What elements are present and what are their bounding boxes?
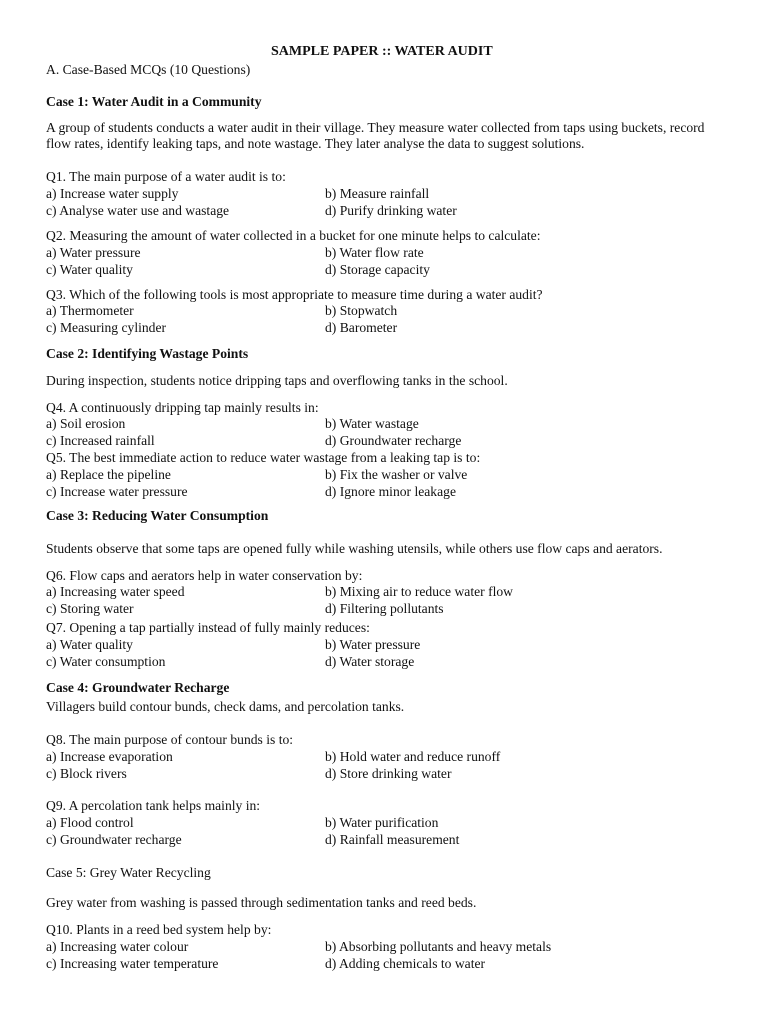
q5-option-d: d) Ignore minor leakage bbox=[325, 484, 456, 499]
q7-option-c: c) Water consumption bbox=[46, 654, 166, 669]
q10-option-b: b) Absorbing pollutants and heavy metals bbox=[325, 939, 552, 954]
q6-option-b: b) Mixing air to reduce water flow bbox=[325, 584, 513, 599]
case-4-text: Villagers build contour bunds, check dams, and percolation tanks. bbox=[46, 699, 405, 714]
case-1-text-line-2: flow rates, identify leaking taps, and note wastage. They later analyse the data to suggest solutions. bbox=[46, 136, 585, 151]
q9-option-c: c) Groundwater recharge bbox=[46, 832, 182, 847]
question-1: Q1. The main purpose of a water audit is to: bbox=[46, 169, 286, 184]
q3-option-a: a) Thermometer bbox=[46, 303, 134, 318]
section-heading: A. Case-Based MCQs (10 Questions) bbox=[46, 62, 251, 77]
question-5: Q5. The best immediate action to reduce water wastage from a leaking tap is to: bbox=[46, 450, 481, 465]
case-1-text-line-1: A group of students conducts a water audit in their village. They measure water collected from taps using buckets, record bbox=[46, 120, 705, 135]
q10-option-c: c) Increasing water temperature bbox=[46, 956, 219, 971]
q5-option-b: b) Fix the washer or valve bbox=[325, 467, 468, 482]
case-2-heading: Case 2: Identifying Wastage Points bbox=[46, 346, 249, 361]
q8-option-b: b) Hold water and reduce runoff bbox=[325, 749, 501, 764]
q7-option-a: a) Water quality bbox=[46, 637, 133, 652]
q1-option-c: c) Analyse water use and wastage bbox=[46, 203, 230, 218]
case-3-heading: Case 3: Reducing Water Consumption bbox=[46, 508, 269, 523]
question-6: Q6. Flow caps and aerators help in water conservation by: bbox=[46, 568, 363, 583]
q2-option-c: c) Water quality bbox=[46, 262, 133, 277]
q2-option-d: d) Storage capacity bbox=[325, 262, 430, 277]
question-8: Q8. The main purpose of contour bunds is to: bbox=[46, 732, 294, 747]
q3-option-c: c) Measuring cylinder bbox=[46, 320, 167, 335]
q8-option-d: d) Store drinking water bbox=[325, 766, 452, 781]
question-7: Q7. Opening a tap partially instead of fully mainly reduces: bbox=[46, 620, 370, 635]
q6-option-a: a) Increasing water speed bbox=[46, 584, 185, 599]
q4-option-a: a) Soil erosion bbox=[46, 416, 126, 431]
q7-option-b: b) Water pressure bbox=[325, 637, 421, 652]
q4-option-b: b) Water wastage bbox=[325, 416, 419, 431]
q8-option-c: c) Block rivers bbox=[46, 766, 127, 781]
q3-option-d: d) Barometer bbox=[325, 320, 398, 335]
case-4-heading: Case 4: Groundwater Recharge bbox=[46, 680, 230, 695]
case-3-text: Students observe that some taps are opened fully while washing utensils, while others use flow caps and aerators. bbox=[46, 541, 663, 556]
q6-option-c: c) Storing water bbox=[46, 601, 134, 616]
case-2-text: During inspection, students notice dripping taps and overflowing tanks in the school. bbox=[46, 373, 508, 388]
q3-option-b: b) Stopwatch bbox=[325, 303, 398, 318]
question-10: Q10. Plants in a reed bed system help by: bbox=[46, 922, 272, 937]
q10-option-a: a) Increasing water colour bbox=[46, 939, 189, 954]
question-9: Q9. A percolation tank helps mainly in: bbox=[46, 798, 261, 813]
q8-option-a: a) Increase evaporation bbox=[46, 749, 173, 764]
q9-option-a: a) Flood control bbox=[46, 815, 134, 830]
case-5-heading: Case 5: Grey Water Recycling bbox=[46, 865, 211, 880]
case-1-heading: Case 1: Water Audit in a Community bbox=[46, 94, 262, 109]
q5-option-a: a) Replace the pipeline bbox=[46, 467, 171, 482]
q4-option-c: c) Increased rainfall bbox=[46, 433, 155, 448]
question-4: Q4. A continuously dripping tap mainly results in: bbox=[46, 400, 319, 415]
question-2: Q2. Measuring the amount of water collected in a bucket for one minute helps to calculate: bbox=[46, 228, 541, 243]
q7-option-d: d) Water storage bbox=[325, 654, 415, 669]
page-title: SAMPLE PAPER :: WATER AUDIT bbox=[271, 44, 493, 59]
q9-option-b: b) Water purification bbox=[325, 815, 439, 830]
q2-option-a: a) Water pressure bbox=[46, 245, 141, 260]
q9-option-d: d) Rainfall measurement bbox=[325, 832, 460, 847]
case-5-text: Grey water from washing is passed through sedimentation tanks and reed beds. bbox=[46, 895, 477, 910]
q1-option-a: a) Increase water supply bbox=[46, 186, 179, 201]
q6-option-d: d) Filtering pollutants bbox=[325, 601, 444, 616]
q4-option-d: d) Groundwater recharge bbox=[325, 433, 462, 448]
q10-option-d: d) Adding chemicals to water bbox=[325, 956, 486, 971]
q2-option-b: b) Water flow rate bbox=[325, 245, 424, 260]
q5-option-c: c) Increase water pressure bbox=[46, 484, 188, 499]
q1-option-d: d) Purify drinking water bbox=[325, 203, 457, 218]
question-3: Q3. Which of the following tools is most appropriate to measure time during a water audit? bbox=[46, 287, 543, 302]
q1-option-b: b) Measure rainfall bbox=[325, 186, 430, 201]
